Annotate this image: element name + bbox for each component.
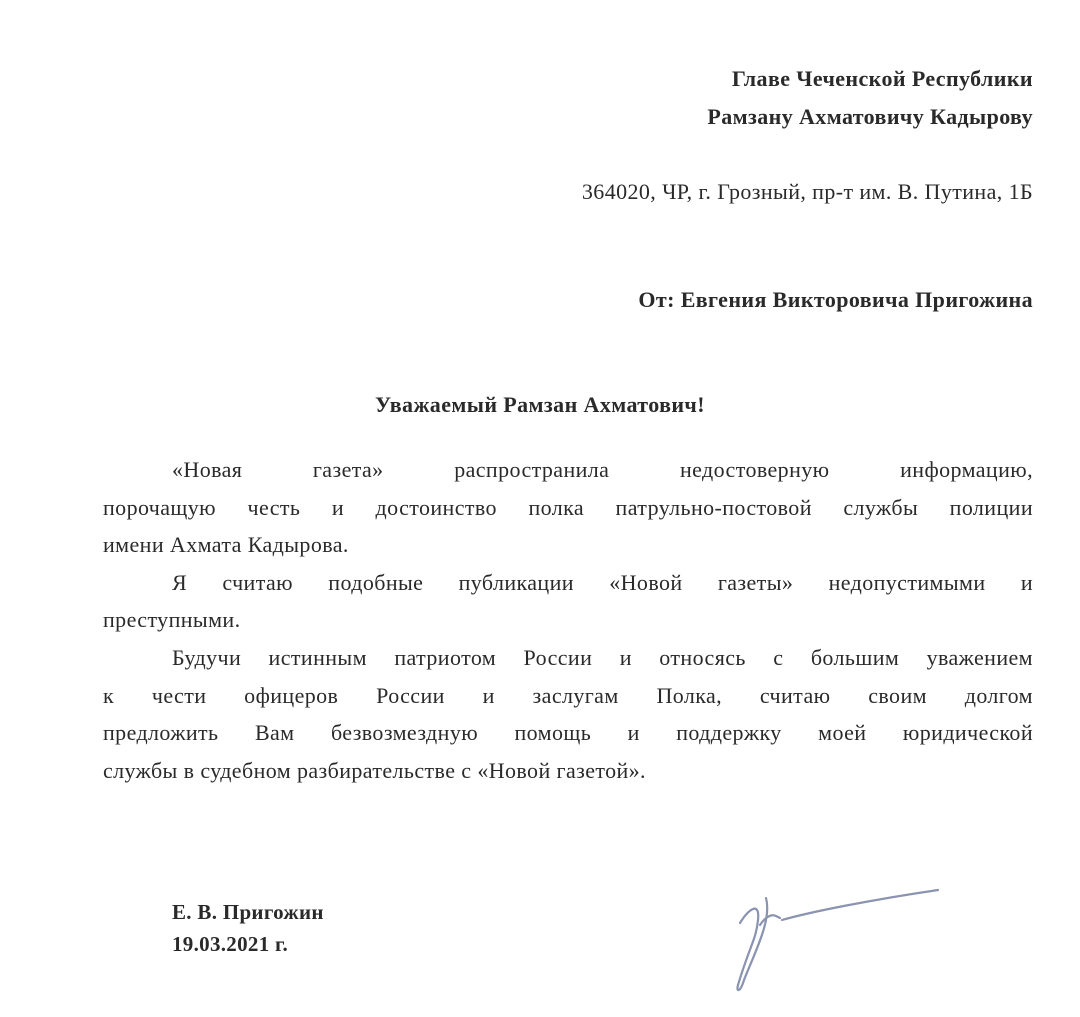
body-line: преступными.: [103, 607, 241, 633]
letter-body: [103, 456, 1033, 794]
signature-stroke: [737, 890, 938, 990]
letter-date: 19.03.2021 г.: [172, 932, 289, 956]
body-line: предложить Вам безвозмездную помощь и поддержку моей юридической: [103, 720, 1033, 746]
recipient-name: Рамзану Ахматовичу Кадырову: [707, 104, 1033, 129]
body-line: «Новая газета» распространила недостоверную информацию,: [172, 457, 1033, 482]
recipient-title: Главе Чеченской Республики: [731, 66, 1033, 91]
handwritten-signature: [720, 880, 960, 1000]
body-line: Будучи истинным патриотом России и относясь с большим уважением: [172, 644, 1033, 670]
signature-block: [172, 896, 324, 960]
body-line: порочащую честь и достоинство полка патрульно-постовой службы полиции: [103, 494, 1033, 520]
sender-line: От: Евгения Викторовича Пригожина: [638, 287, 1033, 312]
recipient-address: 364020, ЧР, г. Грозный, пр-т им. В. Путина, 1Б: [581, 179, 1033, 204]
body-line: к чести офицеров России и заслугам Полка, считаю своим долгом: [103, 682, 1033, 708]
body-line: службы в судебном разбирательстве с «Новой газетой».: [103, 757, 646, 783]
signer-name: Е. В. Пригожин: [172, 900, 324, 924]
body-line: имени Ахмата Кадырова.: [103, 532, 349, 558]
greeting: Уважаемый Рамзан Ахматович!: [375, 392, 705, 417]
body-line: Я считаю подобные публикации «Новой газеты» недопустимыми и: [172, 569, 1033, 595]
